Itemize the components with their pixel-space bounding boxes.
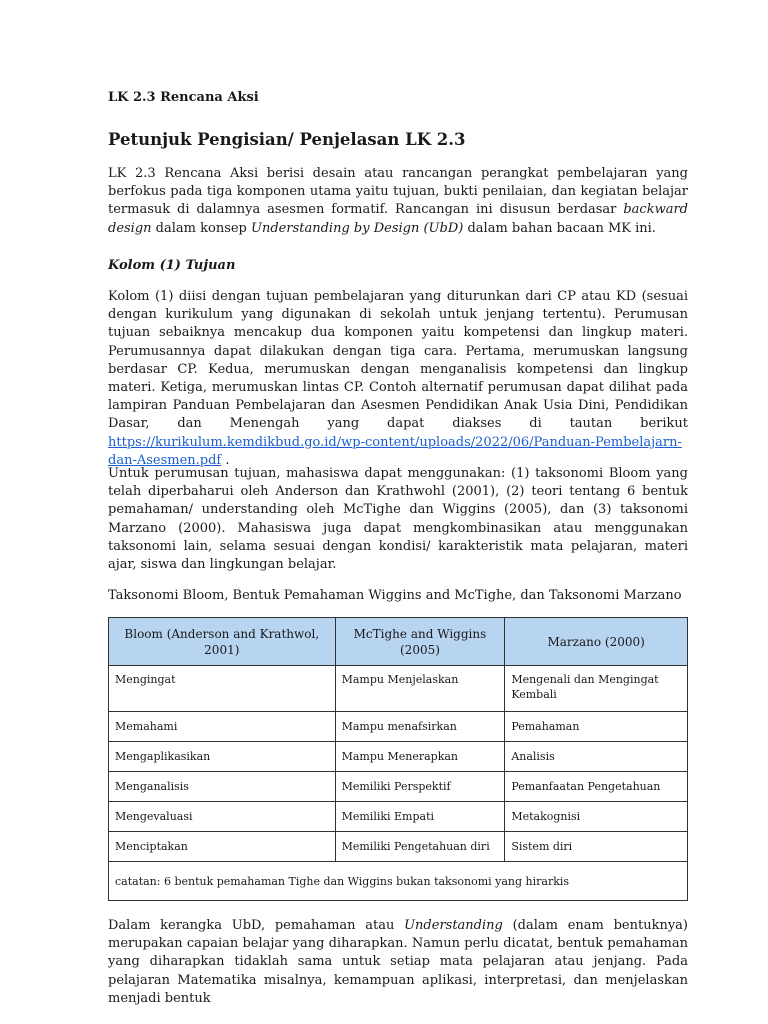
table-header-row: [109, 618, 688, 666]
kolom-1-paragraph: [108, 288, 688, 470]
table-note-row: [109, 862, 688, 901]
closing-emphasis: Understanding: [404, 918, 503, 933]
kolom-1-text-1: Kolom (1) diisi dengan tujuan pembelajaran yang diturunkan dari CP atau KD (sesuai dengan kurikulum yang digunakan di sekolah untuk jenjang tertentu). Perumusan tujuan sebaiknya mencakup dua komponen yaitu kompetensi dan lingkup materi. Perumusannya dapat dilakukan dengan tiga cara. Pertama, merumuskan langsung berdasar CP. Kedua, merumuskan dengan menganalisis kompetensi dan lingkup materi. Ketiga, merumuskan lintas CP. Contoh alternatif perumusan dapat dilihat pada lampiran Panduan Pembelajaran dan Asesmen Pendidikan Anak Usia Dini, Pendidikan Dasar, dan Menengah yang dapat diakses di tautan berikut: [108, 289, 688, 432]
header-bloom: Bloom (Anderson and Krathwol, 2001): [109, 618, 336, 666]
table-row: [109, 772, 688, 802]
intro-text-3: dalam bahan bacaan MK ini.: [463, 220, 656, 236]
table-cell: Memiliki Perspektif: [335, 772, 505, 802]
header-mctighe: McTighe and Wiggins (2005): [335, 618, 505, 666]
table-cell: Mampu menafsirkan: [335, 712, 505, 742]
intro-emphasis-2: Understanding by Design (UbD): [251, 220, 464, 236]
table-cell: Menganalisis: [109, 772, 336, 802]
intro-emphasis-1: backward design: [108, 202, 688, 236]
table-cell: Mengevaluasi: [109, 802, 336, 832]
table-cell: Metakognisi: [505, 802, 688, 832]
kolom-1-heading: Kolom (1) Tujuan: [108, 258, 236, 273]
table-row: [109, 666, 688, 712]
table-cell: Memiliki Empati: [335, 802, 505, 832]
table-row: [109, 832, 688, 862]
table-cell: Mengingat: [109, 666, 336, 712]
table-cell: Mampu Menjelaskan: [335, 666, 505, 712]
table-row: [109, 802, 688, 832]
table-cell: Mengenali dan Mengingat Kembali: [505, 666, 688, 712]
table-caption: Taksonomi Bloom, Bentuk Pemahaman Wiggins and McTighe, dan Taksonomi Marzano: [108, 588, 682, 603]
table-cell: Pemanfaatan Pengetahuan: [505, 772, 688, 802]
tujuan-paragraph: Untuk perumusan tujuan, mahasiswa dapat menggunakan: (1) taksonomi Bloom yang telah diperbaharui oleh Anderson dan Krathwohl (2001), (2) teori tentang 6 bentuk pemahaman/ understanding oleh McTighe dan Wiggins (2005), dan (3) taksonomi Marzano (2000). Mahasiswa juga dapat mengkombinasikan atau menggunakan taksonomi lain, selama sesuai dengan kondisi/ karakteristik mata pelajaran, materi ajar, siswa dan lingkungan belajar.: [108, 466, 688, 573]
intro-text-1: LK 2.3 Rencana Aksi berisi desain atau rancangan perangkat pembelajaran yang berfokus pada tiga komponen utama yaitu tujuan, bukti penilaian, dan kegiatan belajar termasuk di dalamnya asesmen formatif. Rancangan ini disusun berdasar: [108, 166, 688, 218]
table-note: catatan: 6 bentuk pemahaman Tighe dan Wiggins bukan taksonomi yang hirarkis: [109, 862, 688, 901]
table-cell: Memiliki Pengetahuan diri: [335, 832, 505, 862]
kolom-1-text-2: .: [221, 452, 230, 468]
table-cell: Sistem diri: [505, 832, 688, 862]
intro-text-2: dalam konsep: [151, 220, 252, 236]
section-heading: Petunjuk Pengisian/ Penjelasan LK 2.3: [108, 130, 466, 149]
table-cell: Menciptakan: [109, 832, 336, 862]
table-row: [109, 712, 688, 742]
closing-text-2: (dalam enam bentuknya) merupakan capaian belajar yang diharapkan. Namun perlu dicatat, bentuk pemahaman yang diharapkan tidaklah sama untuk setiap mata pelajaran atau jenjang. Pada pelajaran Matematika misalnya, kemampuan aplikasi, interpretasi, dan menjelaskan menjadi bentuk: [108, 918, 688, 1006]
table-cell: Analisis: [505, 742, 688, 772]
table-cell: Mampu Menerapkan: [335, 742, 505, 772]
document-title: LK 2.3 Rencana Aksi: [108, 90, 259, 105]
taxonomy-table: [108, 617, 688, 901]
intro-paragraph: [108, 165, 688, 238]
closing-text-1: Dalam kerangka UbD, pemahaman atau: [108, 918, 405, 933]
closing-paragraph: [108, 917, 688, 1008]
panduan-link[interactable]: https://kurikulum.kemdikbud.go.id/wp-content/uploads/2022/06/Panduan-Pembelajarn-dan-Asesmen.pdf: [108, 434, 682, 468]
table-row: [109, 742, 688, 772]
header-marzano: Marzano (2000): [505, 618, 688, 666]
table-cell: Memahami: [109, 712, 336, 742]
table-cell: Mengaplikasikan: [109, 742, 336, 772]
table-cell: Pemahaman: [505, 712, 688, 742]
